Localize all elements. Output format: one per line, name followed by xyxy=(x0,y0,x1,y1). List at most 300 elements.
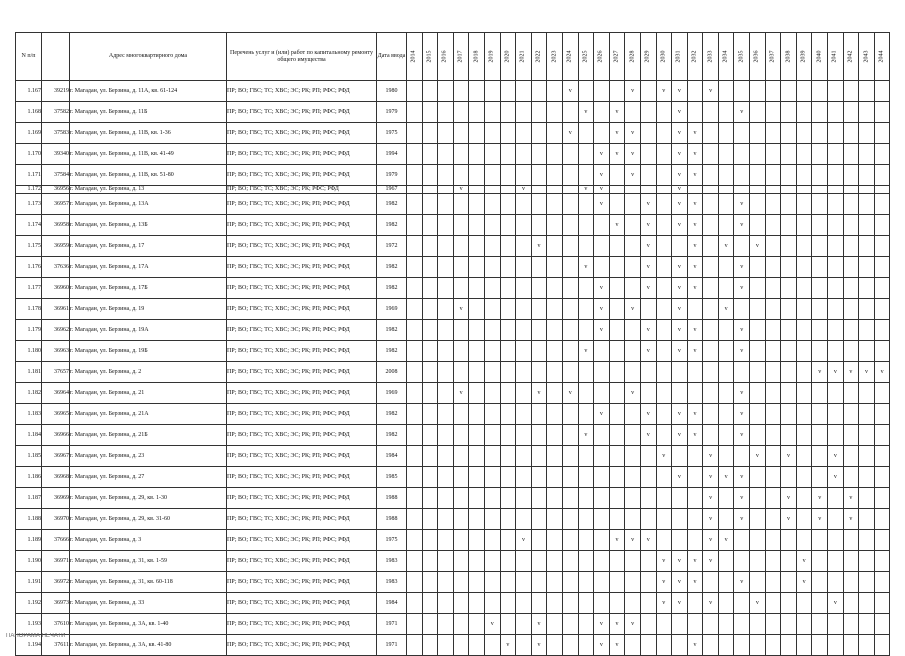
year-cell xyxy=(703,509,719,530)
year-cell xyxy=(750,278,766,299)
year-cell xyxy=(578,488,594,509)
check-mark: v xyxy=(818,494,822,501)
house-id: 36970 xyxy=(42,509,70,530)
year-cell xyxy=(578,299,594,320)
year-cell xyxy=(672,593,688,614)
year-cell xyxy=(547,509,563,530)
check-mark: v xyxy=(599,620,603,627)
year-cell xyxy=(422,320,438,341)
year-cell xyxy=(500,102,516,123)
year-cell xyxy=(812,446,828,467)
check-mark: v xyxy=(724,305,728,312)
year-cell xyxy=(796,446,812,467)
year-cell xyxy=(656,236,672,257)
year-cell xyxy=(500,299,516,320)
year-cell xyxy=(484,257,500,278)
year-cell xyxy=(718,123,734,144)
table-row xyxy=(16,383,890,404)
year-cell xyxy=(781,215,797,236)
check-mark: v xyxy=(740,221,744,228)
year-cell xyxy=(531,165,547,186)
year-cell xyxy=(578,530,594,551)
year-cell xyxy=(562,102,578,123)
year-cell xyxy=(625,215,641,236)
check-mark: v xyxy=(537,641,541,648)
year-cell xyxy=(843,278,859,299)
house-id: 36964 xyxy=(42,383,70,404)
house-id: 36971 xyxy=(42,551,70,572)
row-number: 1.178 xyxy=(16,299,42,320)
document-page xyxy=(15,32,890,656)
year-cell xyxy=(734,446,750,467)
year-cell xyxy=(438,593,454,614)
table-row xyxy=(16,299,890,320)
check-mark: v xyxy=(662,557,666,564)
year-cell xyxy=(781,593,797,614)
year-cell xyxy=(718,425,734,446)
check-mark: v xyxy=(677,108,681,115)
year-cell xyxy=(422,236,438,257)
year-cell xyxy=(562,572,578,593)
year-cell xyxy=(812,186,828,194)
year-cell xyxy=(765,144,781,165)
year-cell xyxy=(781,194,797,215)
year-cell xyxy=(796,194,812,215)
row-number: 1.193 xyxy=(16,614,42,635)
year-header: 2015 xyxy=(422,33,438,81)
year-cell xyxy=(547,404,563,425)
year-cell xyxy=(828,123,844,144)
house-id: 37666 xyxy=(42,530,70,551)
year-cell xyxy=(453,614,469,635)
year-cell xyxy=(796,320,812,341)
commission-year: 1982 xyxy=(377,404,407,425)
year-cell xyxy=(843,194,859,215)
year-cell xyxy=(687,320,703,341)
year-header: 2025 xyxy=(578,33,594,81)
year-cell xyxy=(765,614,781,635)
check-mark: v xyxy=(631,87,635,94)
year-cell xyxy=(640,614,656,635)
year-cell xyxy=(609,488,625,509)
commission-year: 1982 xyxy=(377,194,407,215)
year-cell xyxy=(531,341,547,362)
year-cell xyxy=(874,123,890,144)
year-cell xyxy=(484,215,500,236)
year-cell xyxy=(547,123,563,144)
year-header: 2044 xyxy=(874,33,890,81)
year-cell xyxy=(578,320,594,341)
year-cell xyxy=(578,102,594,123)
year-cell xyxy=(469,614,485,635)
row-number: 1.185 xyxy=(16,446,42,467)
year-cell xyxy=(547,215,563,236)
year-cell xyxy=(407,236,423,257)
check-mark: v xyxy=(880,368,884,375)
year-cell xyxy=(578,572,594,593)
year-cell xyxy=(500,320,516,341)
commission-year: 1983 xyxy=(377,572,407,593)
row-number: 1.175 xyxy=(16,236,42,257)
year-cell xyxy=(656,572,672,593)
year-cell xyxy=(562,509,578,530)
year-cell xyxy=(672,446,688,467)
year-cell xyxy=(547,551,563,572)
year-cell xyxy=(718,341,734,362)
year-cell xyxy=(562,446,578,467)
year-cell xyxy=(718,530,734,551)
year-cell xyxy=(718,236,734,257)
year-cell xyxy=(750,488,766,509)
year-cell xyxy=(625,186,641,194)
works-list: ПР; ВО; ГВС; ТС; ХВС; ЭС; РК; РП; РФС; РФД xyxy=(227,102,377,123)
year-cell xyxy=(843,341,859,362)
year-cell xyxy=(796,341,812,362)
check-mark: v xyxy=(568,87,572,94)
row-number: 1.194 xyxy=(16,635,42,656)
year-cell xyxy=(687,165,703,186)
year-header: 2021 xyxy=(516,33,532,81)
year-cell xyxy=(438,278,454,299)
year-cell xyxy=(453,362,469,383)
year-header: 2020 xyxy=(500,33,516,81)
check-mark: v xyxy=(584,431,588,438)
year-cell xyxy=(859,194,875,215)
year-cell xyxy=(703,102,719,123)
year-cell xyxy=(594,614,610,635)
year-cell xyxy=(594,299,610,320)
row-number: 1.192 xyxy=(16,593,42,614)
year-cell xyxy=(672,236,688,257)
year-cell xyxy=(859,165,875,186)
house-id: 37582 xyxy=(42,102,70,123)
year-cell xyxy=(578,383,594,404)
year-cell xyxy=(484,593,500,614)
table-row xyxy=(16,194,890,215)
year-cell xyxy=(407,404,423,425)
year-cell xyxy=(609,404,625,425)
check-mark: v xyxy=(646,284,650,291)
year-cell xyxy=(796,215,812,236)
year-cell xyxy=(516,572,532,593)
year-cell xyxy=(703,362,719,383)
year-cell xyxy=(484,236,500,257)
house-address: г. Магадан, ул. Берзина, д. 21Б xyxy=(70,425,227,446)
year-cell xyxy=(484,320,500,341)
year-cell xyxy=(812,81,828,102)
year-cell xyxy=(609,215,625,236)
year-cell xyxy=(828,257,844,278)
year-cell xyxy=(765,425,781,446)
house-address: г. Магадан, ул. Берзина, д. 29, кв. 31-60 xyxy=(70,509,227,530)
check-mark: v xyxy=(615,221,619,228)
year-cell xyxy=(531,488,547,509)
year-cell xyxy=(828,425,844,446)
year-cell xyxy=(453,551,469,572)
year-cell xyxy=(874,102,890,123)
year-cell xyxy=(609,123,625,144)
year-cell xyxy=(438,123,454,144)
year-cell xyxy=(469,320,485,341)
year-cell xyxy=(796,186,812,194)
year-cell xyxy=(828,467,844,488)
house-id: 36962 xyxy=(42,320,70,341)
check-mark: v xyxy=(709,599,713,606)
year-cell xyxy=(516,593,532,614)
year-cell xyxy=(812,362,828,383)
year-cell xyxy=(703,278,719,299)
year-cell xyxy=(516,488,532,509)
year-cell xyxy=(625,320,641,341)
house-address: г. Магадан, ул. Берзина, д. 17 xyxy=(70,236,227,257)
year-cell xyxy=(859,467,875,488)
year-cell xyxy=(578,81,594,102)
year-cell xyxy=(812,530,828,551)
year-cell xyxy=(687,488,703,509)
year-cell xyxy=(734,383,750,404)
year-header: 2030 xyxy=(656,33,672,81)
year-cell xyxy=(594,81,610,102)
year-cell xyxy=(422,614,438,635)
year-cell xyxy=(656,299,672,320)
year-cell xyxy=(453,236,469,257)
year-cell xyxy=(796,425,812,446)
year-cell xyxy=(874,81,890,102)
year-cell xyxy=(625,102,641,123)
year-cell xyxy=(828,144,844,165)
year-cell xyxy=(734,257,750,278)
year-header: 2018 xyxy=(469,33,485,81)
header-works: Перечень услуг и (или) работ по капитальному ремонту общего имущества xyxy=(227,33,377,81)
header-year: Дата ввода xyxy=(377,33,407,81)
check-mark: v xyxy=(599,410,603,417)
year-cell xyxy=(750,299,766,320)
year-cell xyxy=(547,488,563,509)
year-cell xyxy=(531,194,547,215)
year-cell xyxy=(438,341,454,362)
commission-year: 1988 xyxy=(377,488,407,509)
year-cell xyxy=(750,572,766,593)
year-cell xyxy=(531,81,547,102)
year-cell xyxy=(422,404,438,425)
year-cell xyxy=(438,404,454,425)
year-cell xyxy=(734,215,750,236)
year-cell xyxy=(874,186,890,194)
year-cell xyxy=(672,341,688,362)
check-mark: v xyxy=(677,326,681,333)
year-cell xyxy=(687,362,703,383)
year-cell xyxy=(484,383,500,404)
year-cell xyxy=(781,530,797,551)
year-cell xyxy=(500,123,516,144)
year-header: 2032 xyxy=(687,33,703,81)
year-cell xyxy=(874,467,890,488)
year-cell xyxy=(407,383,423,404)
year-cell xyxy=(531,551,547,572)
house-address: г. Магадан, ул. Берзина, д. 11В, кв. 41-49 xyxy=(70,144,227,165)
year-cell xyxy=(812,572,828,593)
year-cell xyxy=(422,102,438,123)
row-number: 1.172 xyxy=(16,186,42,194)
check-mark: v xyxy=(677,431,681,438)
year-cell xyxy=(594,341,610,362)
house-address: г. Магадан, ул. Берзина, д. 21А xyxy=(70,404,227,425)
year-header: 2014 xyxy=(407,33,423,81)
year-cell xyxy=(640,425,656,446)
year-header: 2016 xyxy=(438,33,454,81)
year-cell xyxy=(859,488,875,509)
year-cell xyxy=(422,186,438,194)
year-cell xyxy=(625,467,641,488)
check-mark: v xyxy=(677,221,681,228)
year-cell xyxy=(796,488,812,509)
year-cell xyxy=(500,530,516,551)
year-cell xyxy=(640,572,656,593)
year-cell xyxy=(547,593,563,614)
check-mark: v xyxy=(693,242,697,249)
year-cell xyxy=(640,362,656,383)
year-cell xyxy=(874,215,890,236)
year-cell xyxy=(781,383,797,404)
commission-year: 1967 xyxy=(377,186,407,194)
check-mark: v xyxy=(490,620,494,627)
year-cell xyxy=(656,404,672,425)
year-cell xyxy=(672,551,688,572)
year-cell xyxy=(672,383,688,404)
year-cell xyxy=(687,81,703,102)
year-cell xyxy=(781,257,797,278)
year-cell xyxy=(422,467,438,488)
year-cell xyxy=(484,488,500,509)
check-mark: v xyxy=(599,200,603,207)
table-row xyxy=(16,488,890,509)
year-cell xyxy=(812,488,828,509)
year-cell xyxy=(750,341,766,362)
year-cell xyxy=(687,278,703,299)
year-cell xyxy=(609,186,625,194)
year-cell xyxy=(469,593,485,614)
year-cell xyxy=(703,194,719,215)
year-cell xyxy=(484,614,500,635)
year-cell xyxy=(859,446,875,467)
year-cell xyxy=(796,614,812,635)
year-cell xyxy=(453,572,469,593)
year-cell xyxy=(812,551,828,572)
commission-year: 1982 xyxy=(377,425,407,446)
year-cell xyxy=(578,341,594,362)
year-cell xyxy=(578,144,594,165)
check-mark: v xyxy=(459,305,463,312)
year-header: 2034 xyxy=(718,33,734,81)
year-cell xyxy=(438,194,454,215)
year-cell xyxy=(594,102,610,123)
table-row xyxy=(16,257,890,278)
house-id: 36968 xyxy=(42,467,70,488)
year-cell xyxy=(500,425,516,446)
year-cell xyxy=(656,278,672,299)
year-cell xyxy=(609,530,625,551)
year-cell xyxy=(516,215,532,236)
year-cell xyxy=(734,530,750,551)
year-cell xyxy=(859,383,875,404)
works-list: ПР; ВО; ГВС; ТС; ХВС; ЭС; РК; РП; РФС; РФД xyxy=(227,572,377,593)
house-id: 37584 xyxy=(42,165,70,186)
table-row xyxy=(16,186,890,194)
year-cell xyxy=(859,551,875,572)
year-cell xyxy=(874,488,890,509)
check-mark: v xyxy=(802,557,806,564)
house-address: г. Магадан, ул. Берзина, д. 17Б xyxy=(70,278,227,299)
commission-year: 1982 xyxy=(377,257,407,278)
year-cell xyxy=(874,144,890,165)
works-list: ПР; ВО; ГВС; ТС; ХВС; ЭС; РК; РП; РФС; РФД xyxy=(227,530,377,551)
year-cell xyxy=(640,299,656,320)
check-mark: v xyxy=(599,171,603,178)
house-id: 36963 xyxy=(42,341,70,362)
year-cell xyxy=(562,81,578,102)
check-mark: v xyxy=(709,87,713,94)
year-cell xyxy=(453,278,469,299)
year-cell xyxy=(812,144,828,165)
year-cell xyxy=(703,236,719,257)
year-header: 2024 xyxy=(562,33,578,81)
year-cell xyxy=(718,299,734,320)
year-cell xyxy=(796,404,812,425)
year-cell xyxy=(765,446,781,467)
year-cell xyxy=(859,509,875,530)
year-cell xyxy=(781,102,797,123)
check-mark: v xyxy=(693,578,697,585)
year-cell xyxy=(781,236,797,257)
year-cell xyxy=(438,102,454,123)
works-list: ПР; ВО; ГВС; ТС; ХВС; ЭС; РК; РП; РФС; РФД xyxy=(227,299,377,320)
year-cell xyxy=(531,593,547,614)
year-cell xyxy=(812,383,828,404)
year-cell xyxy=(734,320,750,341)
year-cell xyxy=(874,404,890,425)
year-cell xyxy=(484,81,500,102)
year-cell xyxy=(874,383,890,404)
year-cell xyxy=(438,299,454,320)
check-mark: v xyxy=(646,221,650,228)
check-mark: v xyxy=(709,557,713,564)
year-cell xyxy=(422,278,438,299)
year-cell xyxy=(687,467,703,488)
year-cell xyxy=(640,530,656,551)
year-cell xyxy=(547,383,563,404)
check-mark: v xyxy=(459,389,463,396)
year-cell xyxy=(625,488,641,509)
year-cell xyxy=(640,278,656,299)
commission-year: 1985 xyxy=(377,467,407,488)
year-cell xyxy=(547,186,563,194)
commission-year: 1984 xyxy=(377,593,407,614)
year-cell xyxy=(781,278,797,299)
year-cell xyxy=(874,593,890,614)
year-cell xyxy=(640,165,656,186)
year-cell xyxy=(687,194,703,215)
year-cell xyxy=(625,404,641,425)
year-cell xyxy=(531,236,547,257)
house-address: г. Магадан, ул. Берзина, д. 11А, кв. 61-124 xyxy=(70,81,227,102)
year-cell xyxy=(781,488,797,509)
year-cell xyxy=(828,488,844,509)
year-cell xyxy=(687,257,703,278)
check-mark: v xyxy=(537,620,541,627)
check-mark: v xyxy=(599,284,603,291)
year-cell xyxy=(422,572,438,593)
year-cell xyxy=(453,144,469,165)
